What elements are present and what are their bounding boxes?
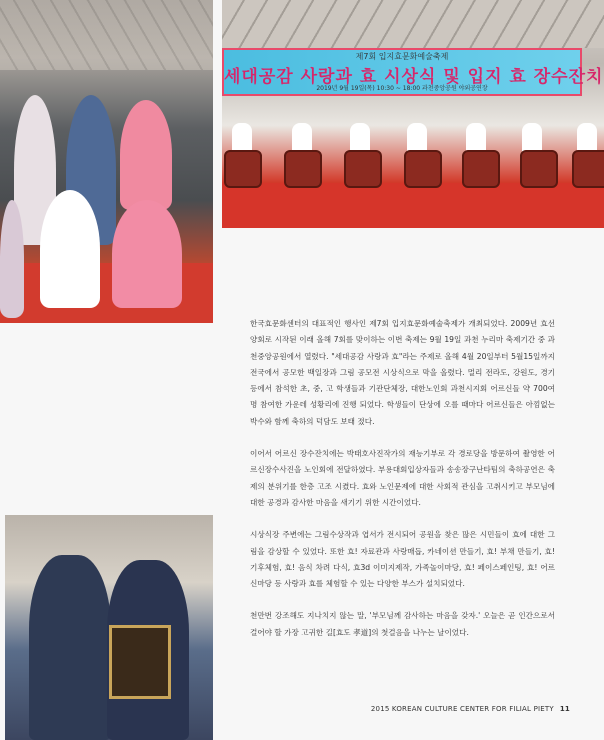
child-figure xyxy=(40,190,100,308)
elder-man-figure xyxy=(29,555,111,740)
paragraph-4: 천만번 강조해도 지나치지 않는 말, '부모님께 감사하는 마음을 갖자.' 오늘은 곧 인간으로서 걸어야 할 가장 고귀한 길[효도 孝道]의 첫걸음을 나누는 날이었다. xyxy=(250,611,555,637)
drum xyxy=(224,150,262,188)
paragraph-1: 한국효문화센터의 대표적인 행사인 제7회 입지효문화예술축제가 개최되었다. 2009년 효선양회로 시작된 이래 올해 7회를 맞이하는 이번 축제는 9월 19일 과천 누리마 축제기간 중 과천중앙공원에서 열렸다. "세대공감 사랑과 효"라는 주제로 올해 4월 20일부터 5월15일까지 전국에서 공모한 백일장과 그림 공모전 시상식으로 막을 올렸다. 멀리 전라도, 강원도, 경기 등에서 참석한 초, 중, 고 학생들과 기관단체장, 대한노인회 과천시지회 어르신들 약 700여명 참여한 가운데 성황리에 진행 되었다. 학생들이 단상에 오를 때마다 어르신들은 아낌없는 박수와 함께 축하의 덕담도 보태 졌다. xyxy=(250,319,555,426)
paragraph-2: 이어서 어르신 장수잔치에는 박태호사진작가의 재능기부로 각 경로당을 방문하여 촬영한 어르신장수사진을 노인회에 전달하였다. 부용대회입상자들과 송송장구난타팀의 축하공연은 축제의 분위기를 한층 고조 시켰다. 효와 노인문제에 대한 사회적 관심을 고취시키고 부모님에 대한 공경과 감사한 마음을 새기기 위한 시간이었다. xyxy=(250,449,555,507)
photo-drum-performance xyxy=(222,0,604,228)
child-figure xyxy=(0,200,24,318)
page-number: 11 xyxy=(559,705,570,713)
drum xyxy=(572,150,604,188)
paragraph-3: 시상식장 주변에는 그림수상작과 엽서가 전시되어 공원을 찾은 많은 시민들이 효에 대한 그림을 감상할 수 있었다. 또한 효! 자료관과 사랑매듭, 카네이션 만들기, 효! 부채 만들기, 효! 기후체험, 효! 음식 차려 다식, 효3d 이미지제작, 가족놀이마당, 효! 페이스페인팅, 효! 어르신마당 등 사랑과 효를 체험할 수 있는 다양한 부스가 설치되었다. xyxy=(250,530,555,589)
banner-main-line: 세대공감 사랑과 효 시상식 및 입지 효 장수잔치 xyxy=(224,67,604,87)
event-banner xyxy=(222,48,604,96)
tent-roof xyxy=(0,0,213,70)
child-figure xyxy=(112,200,182,308)
red-stage xyxy=(222,183,604,228)
drum xyxy=(404,150,442,188)
page-footer xyxy=(371,705,570,713)
footer-organization: 2015 KOREAN CULTURE CENTER FOR FILIAL PIETY xyxy=(370,705,554,713)
banner-top-line: 제7회 입지효문화예술축제 xyxy=(355,52,449,61)
photo-children-group xyxy=(0,0,213,323)
drum xyxy=(344,150,382,188)
article-body xyxy=(250,316,555,657)
drum xyxy=(284,150,322,188)
tent-roof xyxy=(222,0,604,48)
photo-award-presentation xyxy=(5,515,213,740)
portrait-frame xyxy=(109,625,171,699)
banner-date-line: 2019년 9월 19일(목) 10:30 ~ 18:00 과천중앙공원 야외공연장 xyxy=(316,85,488,92)
drum xyxy=(520,150,558,188)
child-figure xyxy=(120,100,172,210)
drum xyxy=(462,150,500,188)
